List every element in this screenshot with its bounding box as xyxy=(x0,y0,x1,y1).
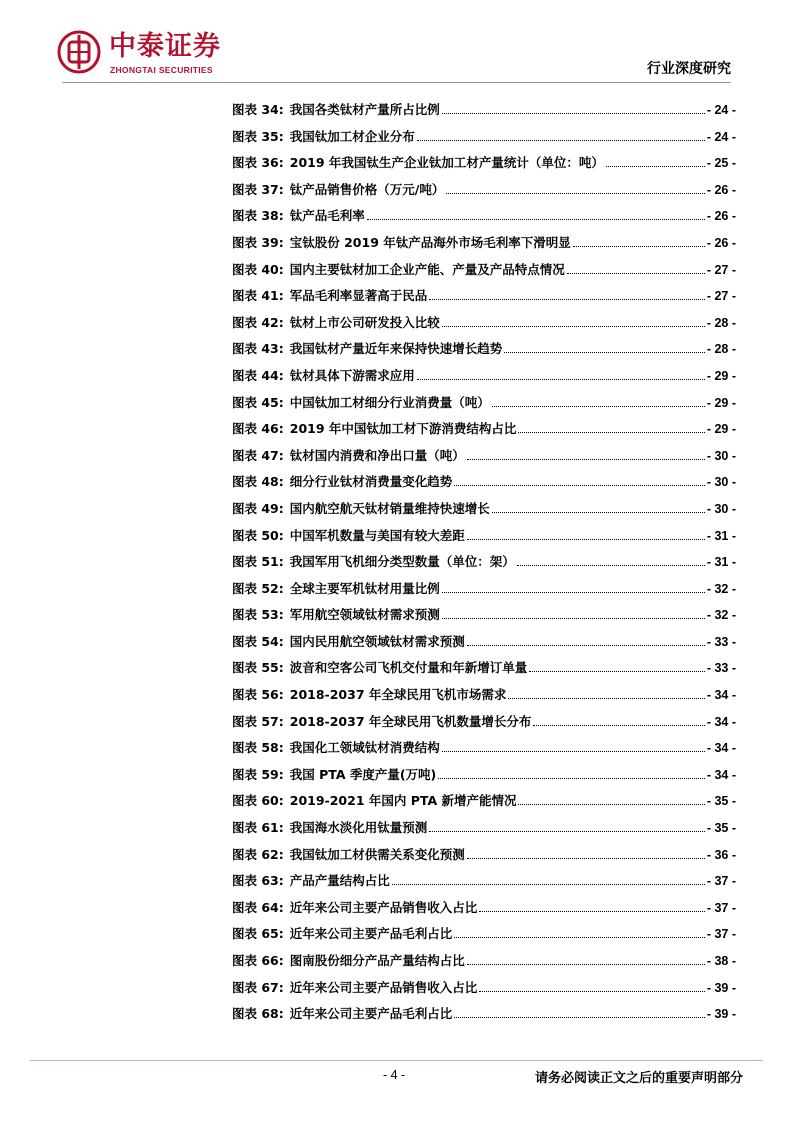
toc-entry-label: 图表 50: xyxy=(232,527,284,543)
toc-entry[interactable] xyxy=(232,951,736,978)
toc-entry-label: 图表 61: xyxy=(232,820,284,836)
toc-entry-page: - 39 - xyxy=(706,1007,736,1022)
toc-dot-leader xyxy=(417,379,705,380)
toc-entry-page: - 33 - xyxy=(706,661,736,676)
footer-divider xyxy=(30,1060,763,1061)
toc-dot-leader xyxy=(367,219,705,220)
logo-english-name: ZHONGTAI SECURITIES xyxy=(110,65,213,75)
toc-entry-title: 钛产品毛利率 xyxy=(289,208,365,224)
toc-entry-label: 图表 54: xyxy=(232,633,284,649)
toc-entry-label: 图表 55: xyxy=(232,660,284,676)
toc-entry-title: 军用航空领域钛材需求预测 xyxy=(289,607,440,623)
toc-entry-label: 图表 47: xyxy=(232,447,284,463)
toc-entry[interactable] xyxy=(232,605,736,632)
toc-entry-title: 近年来公司主要产品销售收入占比 xyxy=(289,979,478,995)
toc-entry-label: 图表 48: xyxy=(232,474,284,490)
toc-entry-page: - 36 - xyxy=(706,847,736,862)
company-logo xyxy=(57,30,237,80)
toc-entry-page: - 25 - xyxy=(706,156,736,171)
toc-entry-label: 图表 57: xyxy=(232,713,284,729)
toc-entry-page: - 24 - xyxy=(706,103,736,117)
logo-chinese-name: 中泰证券 xyxy=(109,31,221,62)
toc-dot-leader xyxy=(467,459,705,460)
toc-dot-leader xyxy=(467,539,705,540)
toc-entry[interactable] xyxy=(232,818,736,845)
toc-entry-page: - 31 - xyxy=(706,528,736,543)
toc-entry-page: - 37 - xyxy=(706,874,736,889)
toc-entry-title: 我国各类钛材产量所占比例 xyxy=(289,102,440,117)
toc-entry[interactable] xyxy=(232,632,736,659)
toc-entry-label: 图表 52: xyxy=(232,580,284,596)
toc-entry-title: 近年来公司主要产品销售收入占比 xyxy=(289,899,478,915)
toc-entry-title: 细分行业钛材消费量变化趋势 xyxy=(289,474,453,490)
toc-entry-label: 图表 53: xyxy=(232,607,284,623)
toc-entry-page: - 33 - xyxy=(706,634,736,649)
toc-entry-page: - 32 - xyxy=(706,608,736,623)
toc-entry[interactable] xyxy=(232,499,736,526)
toc-dot-leader xyxy=(508,698,704,699)
toc-entry-label: 图表 37: xyxy=(232,181,284,197)
toc-dot-leader xyxy=(504,352,705,353)
toc-entry[interactable] xyxy=(232,446,736,473)
toc-dot-leader xyxy=(492,512,705,513)
toc-entry-page: - 30 - xyxy=(706,501,736,516)
toc-dot-leader xyxy=(429,299,705,300)
toc-entry[interactable] xyxy=(232,180,736,207)
toc-dot-leader xyxy=(533,725,704,726)
toc-dot-leader xyxy=(517,565,705,566)
toc-entry-page: - 30 - xyxy=(706,475,736,490)
toc-entry-page: - 35 - xyxy=(706,821,736,836)
toc-entry[interactable] xyxy=(232,260,736,287)
table-of-figures xyxy=(232,100,736,1031)
toc-entry[interactable] xyxy=(232,366,736,393)
toc-entry-title: 近年来公司主要产品毛利占比 xyxy=(289,926,453,942)
toc-entry-page: - 31 - xyxy=(706,555,736,570)
toc-dot-leader xyxy=(467,964,705,965)
toc-dot-leader xyxy=(479,911,705,912)
toc-dot-leader xyxy=(467,858,705,859)
toc-entry-page: - 37 - xyxy=(706,900,736,915)
toc-entry-label: 图表 35: xyxy=(232,128,284,144)
toc-entry[interactable] xyxy=(232,472,736,499)
toc-dot-leader xyxy=(606,166,705,167)
toc-dot-leader xyxy=(479,991,705,992)
toc-entry[interactable] xyxy=(232,233,736,260)
toc-entry-title: 我国钛加工材供需关系变化预测 xyxy=(289,846,465,862)
toc-entry-page: - 39 - xyxy=(706,980,736,995)
toc-entry-page: - 26 - xyxy=(706,209,736,224)
toc-entry[interactable] xyxy=(232,552,736,579)
toc-entry-page: - 34 - xyxy=(706,688,736,703)
toc-entry-label: 图表 49: xyxy=(232,500,284,516)
toc-entry-label: 图表 34: xyxy=(232,102,284,117)
toc-entry-title: 近年来公司主要产品毛利占比 xyxy=(289,1006,453,1022)
toc-entry[interactable] xyxy=(232,313,736,340)
toc-entry-title: 我国钛加工材企业分布 xyxy=(289,128,415,144)
header-divider xyxy=(62,82,731,83)
toc-entry-label: 图表 68: xyxy=(232,1006,284,1022)
toc-entry-title: 国内民用航空领域钛材需求预测 xyxy=(289,633,465,649)
toc-entry-label: 图表 60: xyxy=(232,793,284,809)
toc-entry-title: 军品毛利率显著高于民品 xyxy=(289,288,428,304)
toc-dot-leader xyxy=(454,485,705,486)
toc-entry-page: - 24 - xyxy=(706,129,736,144)
toc-dot-leader xyxy=(429,831,705,832)
toc-entry[interactable] xyxy=(232,526,736,553)
toc-dot-leader xyxy=(442,618,705,619)
toc-entry-title: 我国海水淡化用钛量预测 xyxy=(289,820,428,836)
toc-entry-label: 图表 36: xyxy=(232,155,284,171)
toc-dot-leader xyxy=(442,751,705,752)
toc-entry-label: 图表 44: xyxy=(232,367,284,383)
toc-entry-page: - 34 - xyxy=(706,714,736,729)
toc-entry[interactable] xyxy=(232,579,736,606)
toc-entry-label: 图表 63: xyxy=(232,873,284,889)
toc-entry[interactable] xyxy=(232,658,736,685)
toc-entry[interactable] xyxy=(232,978,736,1005)
zhongtai-logo-icon xyxy=(57,30,101,74)
toc-entry-title: 宝钛股份 2019 年钛产品海外市场毛利率下滑明显 xyxy=(289,234,571,250)
toc-entry-label: 图表 38: xyxy=(232,208,284,224)
toc-dot-leader xyxy=(438,778,705,779)
toc-entry-page: - 29 - xyxy=(706,368,736,383)
toc-entry-title: 钛材上市公司研发投入比较 xyxy=(289,314,440,330)
toc-entry-title: 钛材具体下游需求应用 xyxy=(289,367,415,383)
toc-dot-leader xyxy=(417,140,705,141)
toc-entry-page: - 26 - xyxy=(706,235,736,250)
toc-entry[interactable] xyxy=(232,127,736,154)
toc-entry-page: - 28 - xyxy=(706,315,736,330)
toc-entry[interactable] xyxy=(232,206,736,233)
toc-entry[interactable] xyxy=(232,286,736,313)
toc-entry[interactable] xyxy=(232,791,736,818)
toc-entry-title: 我国化工领域钛材消费结构 xyxy=(289,740,440,756)
toc-dot-leader xyxy=(467,645,705,646)
toc-entry-page: - 34 - xyxy=(706,767,736,782)
toc-entry[interactable] xyxy=(232,685,736,712)
toc-entry-page: - 28 - xyxy=(706,342,736,357)
toc-entry[interactable] xyxy=(232,871,736,898)
toc-entry-label: 图表 62: xyxy=(232,846,284,862)
toc-entry[interactable] xyxy=(232,924,736,951)
toc-entry-page: - 29 - xyxy=(706,395,736,410)
toc-dot-leader xyxy=(454,937,705,938)
toc-entry-page: - 35 - xyxy=(706,794,736,809)
toc-dot-leader xyxy=(567,273,705,274)
toc-entry-title: 2019 年我国钛生产企业钛加工材产量统计（单位：吨） xyxy=(289,155,604,171)
toc-dot-leader xyxy=(442,592,705,593)
toc-entry[interactable] xyxy=(232,845,736,872)
toc-entry-title: 国内航空航天钛材销量维持快速增长 xyxy=(289,500,490,516)
toc-entry-label: 图表 67: xyxy=(232,979,284,995)
toc-entry-title: 我国 PTA 季度产量(万吨) xyxy=(289,766,437,782)
toc-entry[interactable] xyxy=(232,339,736,366)
page-number: - 4 - xyxy=(383,1068,406,1082)
toc-entry-label: 图表 43: xyxy=(232,341,284,357)
toc-entry-title: 2019 年中国钛加工材下游消费结构占比 xyxy=(289,421,517,437)
toc-entry-title: 我国钛材产量近年来保持快速增长趋势 xyxy=(289,341,503,357)
toc-dot-leader xyxy=(573,246,705,247)
toc-entry-title: 全球主要军机钛材用量比例 xyxy=(289,580,440,596)
toc-entry-label: 图表 39: xyxy=(232,234,284,250)
toc-entry-page: - 38 - xyxy=(706,954,736,968)
toc-entry-title: 2018-2037 年全球民用飞机数量增长分布 xyxy=(289,713,532,729)
toc-entry[interactable] xyxy=(232,153,736,180)
toc-entry-page: - 26 - xyxy=(706,182,736,197)
toc-entry-label: 图表 42: xyxy=(232,314,284,330)
toc-entry-title: 图南股份细分产品产量结构占比 xyxy=(289,953,465,968)
toc-entry-label: 图表 46: xyxy=(232,421,284,437)
toc-dot-leader xyxy=(518,804,704,805)
toc-entry[interactable] xyxy=(232,419,736,446)
toc-entry-page: - 30 - xyxy=(706,448,736,463)
toc-entry-title: 中国军机数量与美国有较大差距 xyxy=(289,527,465,543)
toc-entry[interactable] xyxy=(232,393,736,420)
toc-entry-label: 图表 56: xyxy=(232,687,284,703)
toc-entry-label: 图表 58: xyxy=(232,740,284,756)
toc-dot-leader xyxy=(392,884,705,885)
toc-dot-leader xyxy=(529,671,705,672)
toc-dot-leader xyxy=(518,432,704,433)
toc-entry-title: 2018-2037 年全球民用飞机市场需求 xyxy=(289,687,507,703)
toc-dot-leader xyxy=(454,1017,705,1018)
toc-entry-title: 钛材国内消费和净出口量（吨） xyxy=(289,447,465,463)
toc-entry-label: 图表 41: xyxy=(232,288,284,304)
toc-entry-title: 钛产品销售价格（万元/吨） xyxy=(289,181,445,197)
toc-dot-leader xyxy=(446,193,704,194)
disclaimer-text: 请务必阅读正文之后的重要声明部分 xyxy=(534,1071,743,1086)
toc-entry-title: 中国钛加工材细分行业消费量（吨） xyxy=(289,394,490,410)
toc-entry-title: 我国军用飞机细分类型数量（单位：架） xyxy=(289,554,515,570)
toc-entry-label: 图表 64: xyxy=(232,899,284,915)
toc-entry-page: - 34 - xyxy=(706,741,736,756)
toc-dot-leader xyxy=(442,326,705,327)
toc-entry-title: 2019-2021 年国内 PTA 新增产能情况 xyxy=(289,793,517,809)
toc-entry-title: 国内主要钛材加工企业产能、产量及产品特点情况 xyxy=(289,261,565,277)
toc-entry[interactable] xyxy=(232,1004,736,1031)
toc-entry[interactable] xyxy=(232,738,736,765)
toc-entry-page: - 27 - xyxy=(706,262,736,277)
toc-entry-label: 图表 45: xyxy=(232,394,284,410)
toc-dot-leader xyxy=(492,406,705,407)
toc-entry[interactable] xyxy=(232,100,736,127)
toc-entry[interactable] xyxy=(232,712,736,739)
toc-dot-leader xyxy=(442,113,705,114)
toc-entry-title: 波音和空客公司飞机交付量和年新增订单量 xyxy=(289,660,528,676)
toc-entry[interactable] xyxy=(232,765,736,792)
toc-entry-label: 图表 66: xyxy=(232,953,284,968)
toc-entry-page: - 32 - xyxy=(706,581,736,596)
toc-entry[interactable] xyxy=(232,898,736,925)
toc-entry-page: - 29 - xyxy=(706,422,736,437)
toc-entry-label: 图表 59: xyxy=(232,766,284,782)
toc-entry-page: - 27 - xyxy=(706,289,736,304)
toc-entry-page: - 37 - xyxy=(706,927,736,942)
toc-entry-title: 产品产量结构占比 xyxy=(289,873,390,889)
toc-entry-label: 图表 40: xyxy=(232,261,284,277)
toc-entry-label: 图表 65: xyxy=(232,926,284,942)
toc-entry-label: 图表 51: xyxy=(232,554,284,570)
report-type-label: 行业深度研究 xyxy=(647,61,731,77)
